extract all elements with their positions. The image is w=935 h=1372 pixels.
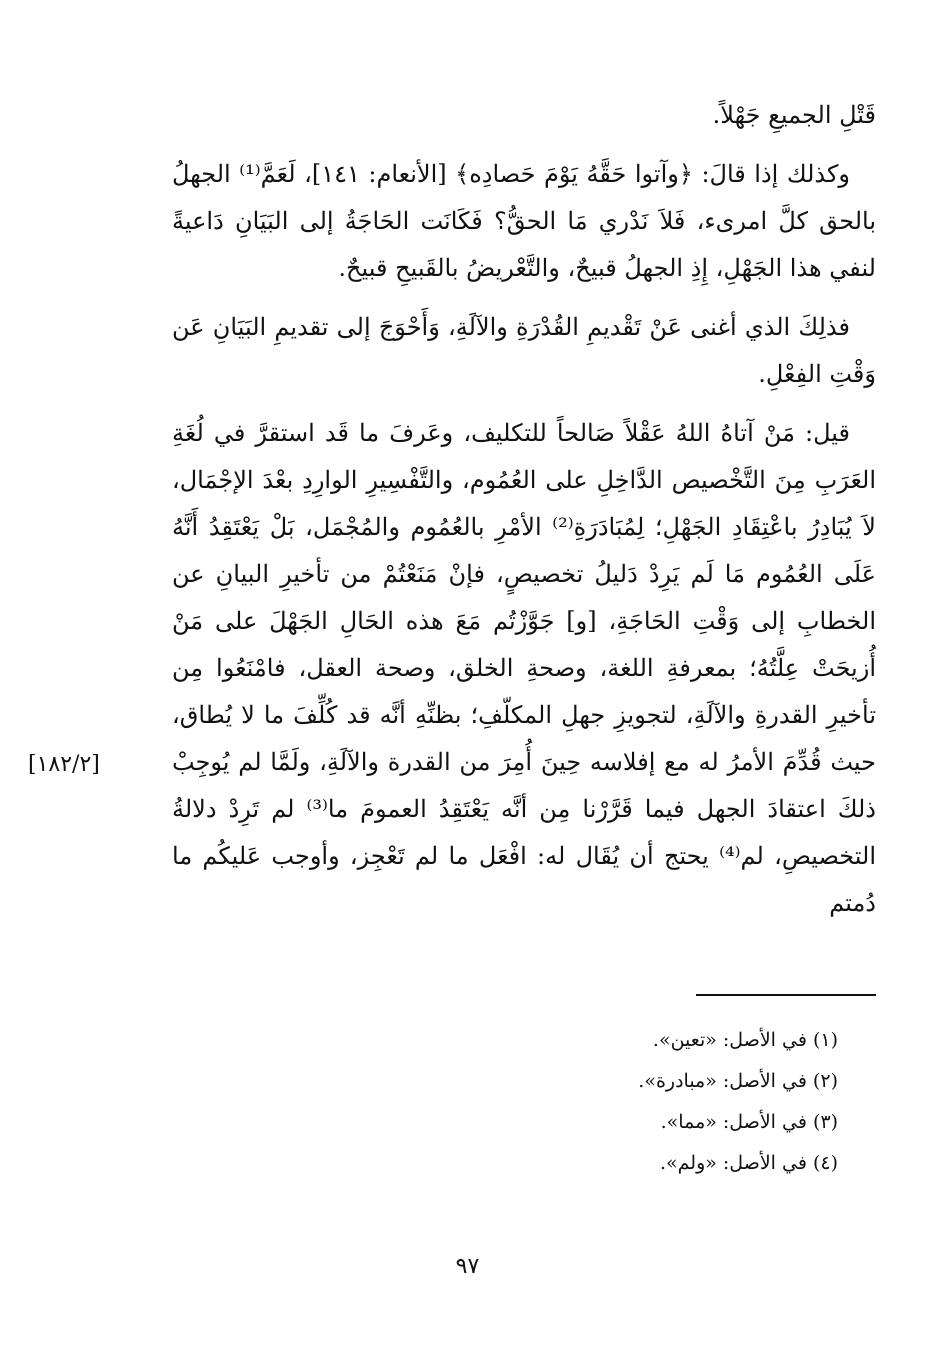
footnote-2: (٢) في الأصل: «مبادرة». <box>638 1070 838 1092</box>
footnote-4: (٤) في الأصل: «ولم». <box>659 1152 838 1174</box>
page-number: ٩٧ <box>455 1254 480 1279</box>
footnote-1: (١) في الأصل: «تعين». <box>652 1029 838 1051</box>
paragraph-2: وكذلك إذا قالَ: ﴿وآتوا حَقَّهُ يَوْمَ حَصادِه﴾ [الأنعام: ١٤١]، لَعَمَّ⁽¹⁾ الجهلُ بالحق كلَّ امرىء، فَلاَ نَدْري مَا الحقُّ؟ فَكَانَت الحَاجَةُ إلى البَيَانِ دَاعيةً لنفي هذا الجَهْلِ، إِذِ الجهلُ قبيحٌ، والتَّعْريضُ بالقَبيحِ قبيحٌ. <box>172 160 876 282</box>
paragraph-3: فذلِكَ الذي أغنى عَنْ تَقْديمِ القُدْرَةِ والآلَةِ، وَأَحْوَجَ إلى تقديمِ البَيَانِ عَن وَقْتِ الفِعْلِ. <box>172 313 876 388</box>
paragraph-4: قيل: مَنْ آتاهُ اللهُ عَقْلاً صَالحاً للتكليف، وعَرفَ ما قَد استقرَّ في لُغَةِ العَرَبِ مِنَ التَّخْصيص الدَّاخِلِ على العُمُوم، والتَّفْسِيرِ الوارِدِ بعْدَ الإجْمَال، لاَ يُبَادِرُ باعْتِقَادِ الجَهْلِ؛ لِمُبَادَرَةِ⁽²⁾ الأمْرِ بالعُمُوم والمُجْمَل، بَلْ يَعْتَقِدُ أَنَّهُ عَلَى العُمُوم مَا لَم يَرِدْ دَليلُ تخصيصٍ، فإنْ مَنَعْتُمْ من تأخيرِ البيانِ عن الخطابِ إلى وَقْتِ الحَاجَةِ، [و] جَوَّزْتُم مَعَ هذه الحَالِ الجَهْلَ على مَنْ أُزيحَتْ عِلَّتُهُ؛ بمعرفةِ اللغة، وصحةِ الخلق، وصحة العقل، فامْنَعُوا مِن تأخيرِ القدرةِ والآلَةِ، لتجويزِ جهلِ المكلّفِ؛ بظنِّهِ أنَّه قد كُلِّفَ ما لا يُطاق، حيث قُدِّمَ الأمرُ له مع إفلاسه حِينَ أُمِرَ من القدرة والآلَةِ، ولَمَّا لم يُوجِبْ ذلكَ اعتقادَ الجهل فيما قَرَّرْنا مِن أنَّه يَعْتَقِدُ العمومَ ما⁽³⁾ لم تَرِدْ دلالةُ التخصيصِ، لم⁽⁴⁾ يحتج أن يُقَال له: افْعَل ما لم تَعْجِز، وأوجب عَليكُم ما دُمتم <box>172 419 876 917</box>
margin-volume-page-reference: [١٨٢/٢] <box>28 752 100 777</box>
footnote-3: (٣) في الأصل: «مما». <box>660 1111 838 1133</box>
footnote-separator <box>696 994 876 996</box>
paragraph-1: قَتْلِ الجميعِ جَهْلاً. <box>712 101 876 129</box>
main-text <box>172 92 876 939</box>
footnotes <box>400 1020 838 1184</box>
